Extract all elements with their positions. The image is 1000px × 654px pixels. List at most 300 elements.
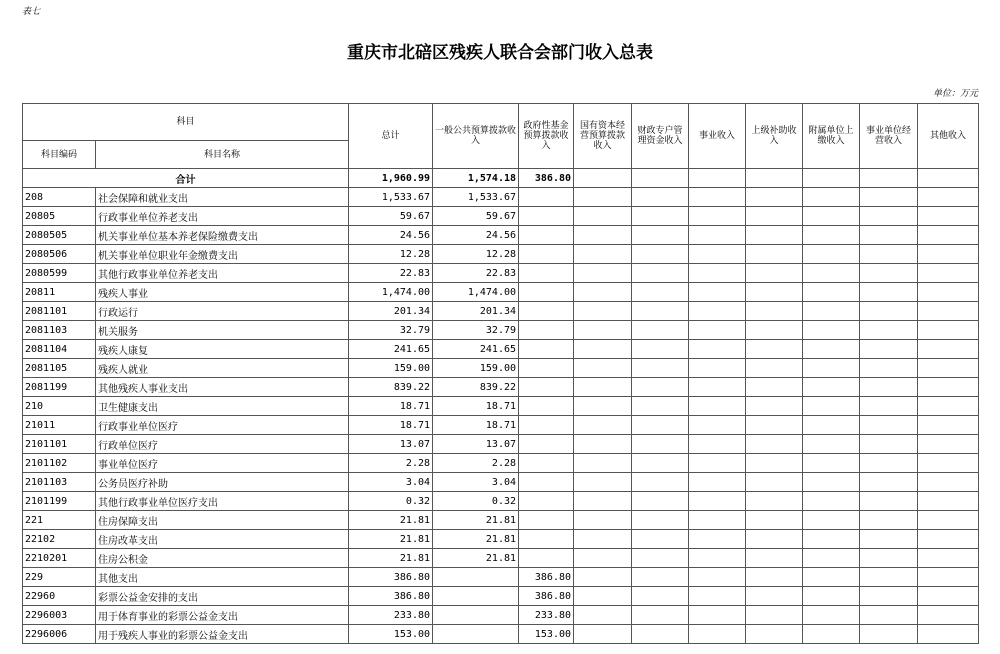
subject-code-cell: 2080505	[23, 226, 96, 245]
table-row	[23, 492, 979, 511]
empty-cell	[803, 435, 860, 454]
general-budget-cell: 21.81	[433, 549, 519, 568]
empty-cell	[689, 340, 746, 359]
empty-cell	[689, 587, 746, 606]
subject-code-cell: 22102	[23, 530, 96, 549]
empty-cell	[860, 492, 918, 511]
empty-cell	[803, 226, 860, 245]
empty-cell	[803, 321, 860, 340]
fiscal-special-header: 财政专户管理资金收入	[632, 104, 689, 169]
empty-cell	[574, 587, 632, 606]
general-budget-cell: 59.67	[433, 207, 519, 226]
subsidy-income-header: 上级补助收入	[746, 104, 803, 169]
empty-cell	[918, 321, 979, 340]
empty-cell	[803, 454, 860, 473]
empty-cell	[746, 207, 803, 226]
empty-cell	[918, 530, 979, 549]
subject-code-cell: 2080599	[23, 264, 96, 283]
gov-fund-cell	[519, 378, 574, 397]
empty-cell	[632, 473, 689, 492]
empty-cell	[860, 511, 918, 530]
empty-cell	[918, 264, 979, 283]
empty-cell	[803, 169, 860, 188]
unit-label: 单位：万元	[932, 89, 978, 99]
empty-cell	[689, 264, 746, 283]
empty-cell	[746, 606, 803, 625]
empty-cell	[574, 302, 632, 321]
subject-name-cell: 行政事业单位养老支出	[96, 207, 349, 226]
operating-income-header: 事业单位经营收入	[860, 104, 918, 169]
gov-fund-cell	[519, 397, 574, 416]
state-capital-header: 国有资本经营预算拨款收入	[574, 104, 632, 169]
empty-cell	[574, 378, 632, 397]
empty-cell	[860, 245, 918, 264]
empty-cell	[803, 302, 860, 321]
empty-cell	[746, 530, 803, 549]
table-row	[23, 321, 979, 340]
empty-cell	[689, 245, 746, 264]
total-general-cell: 1,574.18	[433, 169, 519, 188]
empty-cell	[574, 416, 632, 435]
subject-name-cell: 残疾人就业	[96, 359, 349, 378]
empty-cell	[918, 169, 979, 188]
empty-cell	[860, 587, 918, 606]
empty-cell	[746, 188, 803, 207]
general-budget-cell: 159.00	[433, 359, 519, 378]
general-budget-cell: 24.56	[433, 226, 519, 245]
general-budget-cell: 3.04	[433, 473, 519, 492]
table-row	[23, 549, 979, 568]
subject-code-cell: 2296003	[23, 606, 96, 625]
empty-cell	[632, 264, 689, 283]
empty-cell	[746, 397, 803, 416]
empty-cell	[803, 587, 860, 606]
subject-code-cell: 20811	[23, 283, 96, 302]
gov-fund-cell	[519, 435, 574, 454]
gov-fund-cell	[519, 359, 574, 378]
subject-code-cell: 2101102	[23, 454, 96, 473]
empty-cell	[574, 245, 632, 264]
subject-name-cell: 行政事业单位医疗	[96, 416, 349, 435]
gov-fund-cell	[519, 245, 574, 264]
subject-name-cell: 用于残疾人事业的彩票公益金支出	[96, 625, 349, 644]
total-cell: 21.81	[349, 530, 433, 549]
empty-cell	[803, 549, 860, 568]
empty-cell	[746, 340, 803, 359]
table-row	[23, 264, 979, 283]
income-summary-table	[22, 103, 979, 644]
empty-cell	[803, 568, 860, 587]
empty-cell	[689, 606, 746, 625]
total-cell: 0.32	[349, 492, 433, 511]
empty-cell	[632, 226, 689, 245]
total-cell: 32.79	[349, 321, 433, 340]
general-budget-cell: 1,474.00	[433, 283, 519, 302]
total-cell: 233.80	[349, 606, 433, 625]
empty-cell	[918, 473, 979, 492]
total-cell: 2.28	[349, 454, 433, 473]
total-cell: 241.65	[349, 340, 433, 359]
general-budget-cell	[433, 587, 519, 606]
empty-cell	[803, 492, 860, 511]
total-cell: 24.56	[349, 226, 433, 245]
subject-name-cell: 残疾人康复	[96, 340, 349, 359]
gov-fund-cell	[519, 188, 574, 207]
general-budget-cell: 18.71	[433, 397, 519, 416]
empty-cell	[574, 492, 632, 511]
business-income-header: 事业收入	[689, 104, 746, 169]
empty-cell	[632, 530, 689, 549]
subject-code-cell: 2296006	[23, 625, 96, 644]
table-row	[23, 397, 979, 416]
empty-cell	[632, 321, 689, 340]
subject-code-cell: 22960	[23, 587, 96, 606]
empty-cell	[803, 397, 860, 416]
empty-cell	[918, 492, 979, 511]
empty-cell	[746, 169, 803, 188]
gov-fund-cell	[519, 416, 574, 435]
empty-cell	[918, 454, 979, 473]
empty-cell	[746, 359, 803, 378]
empty-cell	[689, 625, 746, 644]
empty-cell	[574, 264, 632, 283]
empty-cell	[803, 283, 860, 302]
general-budget-cell: 1,533.67	[433, 188, 519, 207]
empty-cell	[918, 359, 979, 378]
empty-cell	[803, 416, 860, 435]
table-row	[23, 302, 979, 321]
empty-cell	[860, 435, 918, 454]
empty-cell	[632, 283, 689, 302]
empty-cell	[632, 169, 689, 188]
empty-cell	[860, 226, 918, 245]
gov-fund-cell	[519, 473, 574, 492]
subject-name-cell: 其他行政事业单位养老支出	[96, 264, 349, 283]
total-cell: 21.81	[349, 549, 433, 568]
subject-name-cell: 行政运行	[96, 302, 349, 321]
subject-name-cell: 其他残疾人事业支出	[96, 378, 349, 397]
empty-cell	[918, 587, 979, 606]
general-budget-header: 一般公共预算拨款收入	[433, 104, 519, 169]
empty-cell	[632, 435, 689, 454]
empty-cell	[632, 359, 689, 378]
empty-cell	[918, 340, 979, 359]
empty-cell	[689, 188, 746, 207]
empty-cell	[860, 207, 918, 226]
empty-cell	[803, 207, 860, 226]
empty-cell	[746, 625, 803, 644]
total-cell: 159.00	[349, 359, 433, 378]
general-budget-cell: 21.81	[433, 511, 519, 530]
general-budget-cell: 839.22	[433, 378, 519, 397]
empty-cell	[803, 511, 860, 530]
empty-cell	[803, 530, 860, 549]
subject-code-cell: 21011	[23, 416, 96, 435]
general-budget-cell	[433, 625, 519, 644]
subject-code-cell: 208	[23, 188, 96, 207]
empty-cell	[860, 264, 918, 283]
gov-fund-cell	[519, 492, 574, 511]
empty-cell	[689, 416, 746, 435]
subject-code-cell: 2081104	[23, 340, 96, 359]
subject-code-cell: 210	[23, 397, 96, 416]
subject-code-cell: 2101199	[23, 492, 96, 511]
empty-cell	[746, 568, 803, 587]
subject-name-cell: 机关事业单位基本养老保险缴费支出	[96, 226, 349, 245]
empty-cell	[746, 454, 803, 473]
total-cell: 59.67	[349, 207, 433, 226]
table-row	[23, 606, 979, 625]
empty-cell	[918, 188, 979, 207]
subject-code-cell: 221	[23, 511, 96, 530]
table-row	[23, 625, 979, 644]
empty-cell	[574, 568, 632, 587]
empty-cell	[746, 511, 803, 530]
empty-cell	[746, 283, 803, 302]
subject-code-cell: 2081105	[23, 359, 96, 378]
gov-fund-cell	[519, 302, 574, 321]
subject-name-cell: 残疾人事业	[96, 283, 349, 302]
subject-code-cell: 2101101	[23, 435, 96, 454]
empty-cell	[632, 378, 689, 397]
empty-cell	[918, 302, 979, 321]
empty-cell	[574, 207, 632, 226]
total-cell: 3.04	[349, 473, 433, 492]
empty-cell	[689, 169, 746, 188]
gov-fund-cell	[519, 226, 574, 245]
empty-cell	[918, 625, 979, 644]
subject-header: 科目	[23, 104, 349, 141]
empty-cell	[803, 340, 860, 359]
empty-cell	[803, 359, 860, 378]
empty-cell	[860, 606, 918, 625]
gov-fund-cell: 386.80	[519, 587, 574, 606]
empty-cell	[689, 511, 746, 530]
empty-cell	[632, 340, 689, 359]
table-number-label: 表七	[22, 7, 41, 17]
empty-cell	[632, 207, 689, 226]
empty-cell	[918, 549, 979, 568]
subject-code-cell: 2081199	[23, 378, 96, 397]
general-budget-cell: 13.07	[433, 435, 519, 454]
subject-code-cell: 2080506	[23, 245, 96, 264]
total-cell: 1,533.67	[349, 188, 433, 207]
total-cell: 22.83	[349, 264, 433, 283]
empty-cell	[574, 511, 632, 530]
empty-cell	[918, 511, 979, 530]
subject-name-cell: 事业单位医疗	[96, 454, 349, 473]
empty-cell	[860, 302, 918, 321]
total-cell: 21.81	[349, 511, 433, 530]
empty-cell	[860, 340, 918, 359]
empty-cell	[746, 587, 803, 606]
empty-cell	[860, 625, 918, 644]
empty-cell	[689, 454, 746, 473]
total-cell: 13.07	[349, 435, 433, 454]
empty-cell	[632, 454, 689, 473]
empty-cell	[632, 625, 689, 644]
empty-cell	[746, 321, 803, 340]
empty-cell	[918, 378, 979, 397]
table-row	[23, 473, 979, 492]
empty-cell	[689, 321, 746, 340]
empty-cell	[860, 378, 918, 397]
empty-cell	[860, 416, 918, 435]
empty-cell	[746, 492, 803, 511]
empty-cell	[574, 188, 632, 207]
subject-code-cell: 2081101	[23, 302, 96, 321]
empty-cell	[574, 435, 632, 454]
empty-cell	[918, 416, 979, 435]
empty-cell	[803, 606, 860, 625]
total-cell: 839.22	[349, 378, 433, 397]
empty-cell	[689, 549, 746, 568]
empty-cell	[746, 302, 803, 321]
empty-cell	[860, 473, 918, 492]
empty-cell	[746, 549, 803, 568]
empty-cell	[632, 492, 689, 511]
general-budget-cell: 32.79	[433, 321, 519, 340]
total-cell: 1,474.00	[349, 283, 433, 302]
empty-cell	[860, 397, 918, 416]
total-cell: 18.71	[349, 416, 433, 435]
table-row	[23, 435, 979, 454]
subject-name-cell: 其他支出	[96, 568, 349, 587]
empty-cell	[574, 397, 632, 416]
table-row	[23, 454, 979, 473]
empty-cell	[860, 530, 918, 549]
total-cell: 386.80	[349, 568, 433, 587]
gov-fund-cell: 233.80	[519, 606, 574, 625]
empty-cell	[860, 321, 918, 340]
general-budget-cell	[433, 568, 519, 587]
total-row	[23, 169, 979, 188]
empty-cell	[803, 264, 860, 283]
table-row	[23, 359, 979, 378]
gov-fund-cell	[519, 264, 574, 283]
empty-cell	[574, 473, 632, 492]
subject-name-cell: 机关事业单位职业年金缴费支出	[96, 245, 349, 264]
empty-cell	[918, 245, 979, 264]
empty-cell	[574, 340, 632, 359]
total-cell: 18.71	[349, 397, 433, 416]
subject-name-cell: 彩票公益金安排的支出	[96, 587, 349, 606]
table-row	[23, 587, 979, 606]
subject-name-cell: 卫生健康支出	[96, 397, 349, 416]
empty-cell	[574, 226, 632, 245]
empty-cell	[689, 568, 746, 587]
empty-cell	[632, 568, 689, 587]
general-budget-cell: 201.34	[433, 302, 519, 321]
empty-cell	[918, 435, 979, 454]
empty-cell	[632, 302, 689, 321]
table-row	[23, 226, 979, 245]
subject-name-cell: 住房保障支出	[96, 511, 349, 530]
empty-cell	[860, 188, 918, 207]
empty-cell	[689, 207, 746, 226]
gov-fund-cell: 153.00	[519, 625, 574, 644]
empty-cell	[632, 245, 689, 264]
subject-code-cell: 2081103	[23, 321, 96, 340]
gov-fund-cell	[519, 511, 574, 530]
empty-cell	[689, 226, 746, 245]
gov-fund-header: 政府性基金预算拨款收入	[519, 104, 574, 169]
subject-code-header: 科目编码	[23, 141, 96, 169]
table-row	[23, 511, 979, 530]
table-row	[23, 188, 979, 207]
gov-fund-cell	[519, 549, 574, 568]
gov-fund-cell	[519, 283, 574, 302]
subject-name-cell: 住房公积金	[96, 549, 349, 568]
subject-code-cell: 229	[23, 568, 96, 587]
subject-name-cell: 社会保障和就业支出	[96, 188, 349, 207]
empty-cell	[574, 359, 632, 378]
empty-cell	[689, 378, 746, 397]
general-budget-cell: 22.83	[433, 264, 519, 283]
empty-cell	[632, 511, 689, 530]
gov-fund-cell	[519, 530, 574, 549]
page-title: 重庆市北碚区残疾人联合会部门收入总表	[347, 43, 653, 63]
empty-cell	[918, 397, 979, 416]
empty-cell	[803, 625, 860, 644]
empty-cell	[632, 606, 689, 625]
general-budget-cell: 12.28	[433, 245, 519, 264]
empty-cell	[918, 207, 979, 226]
empty-cell	[689, 397, 746, 416]
table-row	[23, 245, 979, 264]
empty-cell	[574, 625, 632, 644]
empty-cell	[918, 606, 979, 625]
empty-cell	[746, 245, 803, 264]
empty-cell	[574, 454, 632, 473]
total-gov-fund-cell: 386.80	[519, 169, 574, 188]
affiliate-income-header: 附属单位上缴收入	[803, 104, 860, 169]
empty-cell	[746, 264, 803, 283]
empty-cell	[860, 169, 918, 188]
empty-cell	[689, 435, 746, 454]
table-row	[23, 283, 979, 302]
table-row	[23, 568, 979, 587]
empty-cell	[860, 454, 918, 473]
table-row	[23, 207, 979, 226]
empty-cell	[746, 435, 803, 454]
general-budget-cell: 18.71	[433, 416, 519, 435]
subject-name-cell: 机关服务	[96, 321, 349, 340]
total-label: 合计	[23, 169, 349, 188]
general-budget-cell: 21.81	[433, 530, 519, 549]
total-cell: 1,960.99	[349, 169, 433, 188]
empty-cell	[746, 473, 803, 492]
subject-name-cell: 住房改革支出	[96, 530, 349, 549]
empty-cell	[574, 283, 632, 302]
empty-cell	[746, 416, 803, 435]
empty-cell	[803, 473, 860, 492]
gov-fund-cell	[519, 340, 574, 359]
subject-name-cell: 用于体育事业的彩票公益金支出	[96, 606, 349, 625]
empty-cell	[860, 283, 918, 302]
empty-cell	[689, 302, 746, 321]
subject-code-cell: 2210201	[23, 549, 96, 568]
table-row	[23, 378, 979, 397]
gov-fund-cell: 386.80	[519, 568, 574, 587]
empty-cell	[803, 245, 860, 264]
subject-code-cell: 20805	[23, 207, 96, 226]
total-cell: 201.34	[349, 302, 433, 321]
empty-cell	[746, 378, 803, 397]
subject-name-cell: 其他行政事业单位医疗支出	[96, 492, 349, 511]
empty-cell	[860, 359, 918, 378]
total-cell: 12.28	[349, 245, 433, 264]
